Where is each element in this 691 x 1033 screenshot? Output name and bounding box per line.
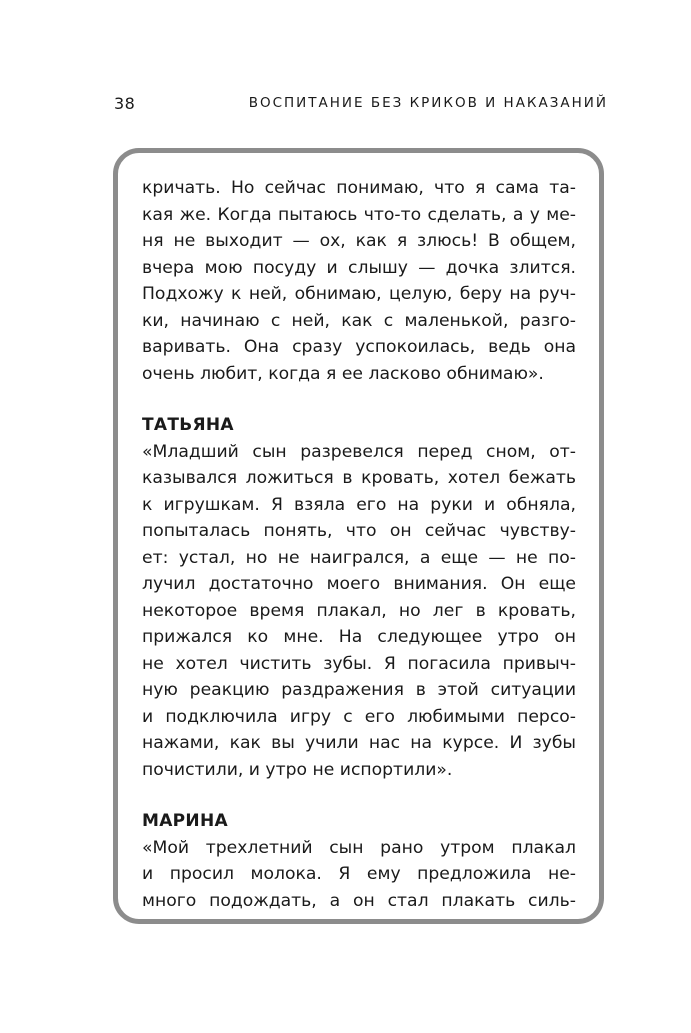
author-name-tatiana: ТАТЬЯНА [142,415,234,435]
text-line: кая же. Когда пытаюсь что-то сделать, а у ме- [142,204,576,225]
text-line: варивать. Она сразу успокоилась, ведь она [142,337,576,357]
text-line: ет: устал, но не наигрался, а еще — не по- [142,547,576,568]
paragraph-continued [142,175,576,387]
text-line: ня не выходит — ох, как я злюсь! В общем, [142,231,576,251]
text-line: казывался ложиться в кровать, хотел бежать [142,468,576,488]
text-line: к игрушкам. Я взяла его на руки и обняла, [142,494,576,515]
text-line: прижался ко мне. На следующее утро он [142,627,576,647]
paragraph-marina [142,835,576,915]
page-number: 38 [114,94,136,113]
text-line: кричать. Но сейчас понимаю, что я сама та- [142,178,576,198]
text-line: нажами, как вы учили нас на курсе. И зубы [142,733,576,753]
text-line: не хотел чистить зубы. Я погасила привыч- [142,653,576,674]
text-line: много подождать, а он стал плакать силь- [142,890,576,911]
text-line: некоторое время плакал, но лег в кровать, [142,600,576,621]
text-line: ную реакцию раздражения в этой ситуации [142,680,576,700]
text-line: и просил молока. Я ему предложила не- [142,864,576,884]
text-line: ки, начинаю с ней, как с маленькой, разго- [142,310,576,331]
spacer [142,783,576,802]
text-line: очень любит, когда я ее ласково обнимаю». [142,363,544,384]
author-name-marina: МАРИНА [142,811,228,831]
text-line: Подхожу к ней, обнимаю, целую, беру на руч- [142,284,576,304]
text-line: «Мой трехлетний сын рано утром плакал [142,837,576,858]
text-line: «Младший сын разревелся перед сном, от- [142,441,576,462]
paragraph-tatiana [142,439,576,784]
text-line: и подключила игру с его любимыми персо- [142,706,576,727]
text-line: попыталась понять, что он сейчас чувству- [142,521,576,541]
text-line: почистили, и утро не испортили». [142,759,453,780]
text-line: лучил достаточно моего внимания. Он еще [142,574,576,594]
box-text [142,175,576,914]
text-line: вчера мою посуду и слышу — дочка злится. [142,257,576,278]
spacer [142,387,576,406]
running-head: ВОСПИТАНИЕ БЕЗ КРИКОВ И НАКАЗАНИЙ [248,95,608,111]
